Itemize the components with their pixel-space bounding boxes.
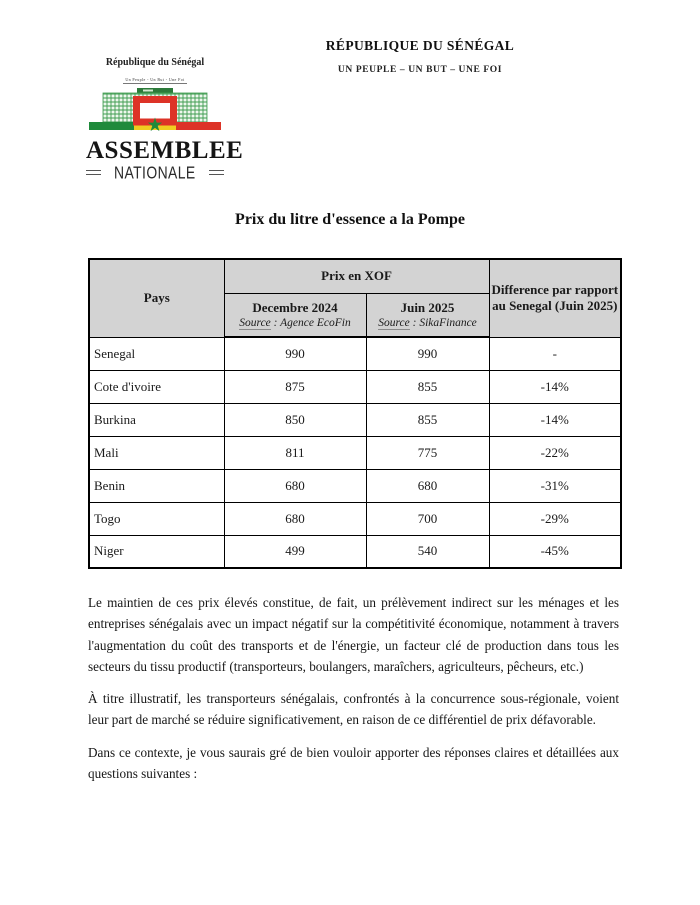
table-row xyxy=(89,436,621,469)
fuel-price-table xyxy=(88,258,622,569)
cell-pays: Cote d'ivoire xyxy=(89,370,224,403)
cell-diff: -14% xyxy=(489,403,621,436)
header-juin-label: Juin 2025 xyxy=(400,300,455,316)
table-row xyxy=(89,403,621,436)
cell-pays: Benin xyxy=(89,469,224,502)
paragraph-2: À titre illustratif, les transporteurs sénégalais, confrontés à la concurrence sous-régionale, voient leur part de marché se réduire significativement, en raison de ce différentiel de prix défavorable. xyxy=(88,691,619,728)
header-decembre-source: Source : Agence EcoFin xyxy=(239,317,351,330)
cell-dec: 680 xyxy=(224,469,366,502)
cell-diff: -45% xyxy=(489,535,621,568)
logo-republic-text: République du Sénégal xyxy=(105,57,205,68)
cell-pays: Togo xyxy=(89,502,224,535)
cell-juin: 855 xyxy=(366,403,489,436)
header-juin-2025 xyxy=(366,293,489,337)
header-difference: Difference par rapport au Senegal (Juin 2025) xyxy=(489,259,621,337)
table-header-row-1 xyxy=(89,259,621,293)
table-row xyxy=(89,370,621,403)
cell-pays: Burkina xyxy=(89,403,224,436)
cell-juin: 540 xyxy=(366,535,489,568)
cell-dec: 680 xyxy=(224,502,366,535)
logo-nationale-text: NATIONALE xyxy=(114,162,196,183)
republic-title: RÉPUBLIQUE DU SÉNÉGAL xyxy=(325,38,515,53)
double-rule-left xyxy=(86,170,101,175)
header-decembre-2024 xyxy=(224,293,366,337)
cell-dec: 850 xyxy=(224,403,366,436)
cell-diff: -22% xyxy=(489,436,621,469)
cell-dec: 811 xyxy=(224,436,366,469)
cell-dec: 499 xyxy=(224,535,366,568)
cell-dec: 990 xyxy=(224,337,366,370)
cell-pays: Niger xyxy=(89,535,224,568)
paragraph-3: Dans ce contexte, je vous saurais gré de bien vouloir apporter des réponses claires et détaillées aux questions suivantes : xyxy=(88,744,619,782)
cell-juin: 990 xyxy=(366,337,489,370)
body-text xyxy=(88,592,619,795)
cell-pays: Senegal xyxy=(89,337,224,370)
page-title: Prix du litre d'essence a la Pompe xyxy=(235,211,465,228)
table-row xyxy=(89,535,621,568)
assembly-building-icon xyxy=(89,88,221,136)
cell-juin: 700 xyxy=(366,502,489,535)
logo-nationale-row xyxy=(86,164,224,181)
cell-dec: 875 xyxy=(224,370,366,403)
header-pays: Pays xyxy=(89,259,224,337)
header-juin-source: Source : SikaFinance xyxy=(378,317,477,330)
republic-heading xyxy=(275,38,565,75)
cell-juin: 680 xyxy=(366,469,489,502)
logo-assemblee-text: ASSEMBLEE xyxy=(86,137,244,164)
paragraph-1: Le maintien de ces prix élevés constitue, de fait, un prélèvement indirect sur les ménages et les entreprises sénégalais avec un impact négatif sur la compétitivité économique, notamment à travers l'augmentation du coût des transports et de l'énergie, un facteur clé de production dans tous les secteurs du tissu productif (transporteurs, boulangers, maraîchers, agriculteurs, pêcheurs, etc.) xyxy=(88,595,619,674)
logo-motto-text: Un Peuple - Un But - Une Foi xyxy=(125,77,185,82)
cell-diff: -14% xyxy=(489,370,621,403)
table-row xyxy=(89,502,621,535)
cell-diff: -31% xyxy=(489,469,621,502)
cell-juin: 775 xyxy=(366,436,489,469)
cell-diff: -29% xyxy=(489,502,621,535)
header-prix-xof: Prix en XOF xyxy=(224,259,489,293)
republic-motto: UN PEUPLE – UN BUT – UNE FOI xyxy=(337,65,503,75)
table-row xyxy=(89,337,621,370)
assembly-logo xyxy=(86,57,244,183)
table-row xyxy=(89,469,621,502)
double-rule-right xyxy=(209,170,224,175)
header-decembre-label: Decembre 2024 xyxy=(252,300,338,316)
cell-pays: Mali xyxy=(89,436,224,469)
cell-diff: - xyxy=(489,337,621,370)
cell-juin: 855 xyxy=(366,370,489,403)
